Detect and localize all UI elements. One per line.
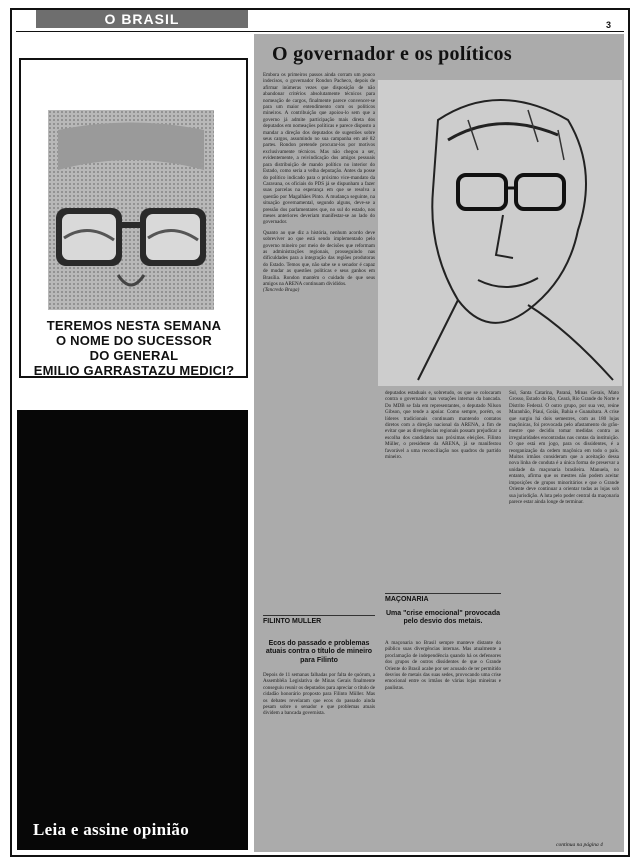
page-number: 3 — [606, 20, 612, 30]
article-paragraph: A maçonaria no Brasil sempre manteve distante do público suas divergências internas. Mas atualmente a proclamação de independência quando há os defensores dos grupos de outros dissidentes de que o Grande Oriente do Brasil acabe por ser acusado de ter permitido desvios de metais das suas sedes, provocando uma crise emocional entre os irmãos de várias lojas mineiras e paulistas. — [385, 640, 501, 691]
article-paragraph: deputados estaduais e, sobretudo, os que se colocaram contra o governador nas votações internas da bancada. Do MDB se fala em representantes, o deputado Nilson Gibson, que tende a apoiar. Como sempre, porém, os líderes tradicionais continuam mantendo contatos diretos com a direção nacional da ARENA, a fim de evitar que as divergências regionais possam prejudicar a escolha dos candidatos nas próximas eleições. Filinto Müller, o presidente da ARENA, já se manifestou favorável a uma reconciliação nos quadros do partido mineiro. — [385, 390, 501, 461]
section-label-maconaria: MAÇONARIA — [385, 596, 429, 603]
article-paragraph: Embora os primeiros passos ainda corram um pouco indecisos, o governador Rondon Pacheco, depois de afirmar inúmeras vezes que disposição de não abandonar critérios absolutamente técnicos para nomeação de cargos, finalmente parece convencer-se para um maior entendimento com os políticos mineiros. A contribuição que apoiou-lo sem que a governo já admite participação mais direta dos deputados em nomeações políticas e parece disposto a mandar a direção dos deputados de sugestões sobre seus cargos, assumindo no sua campanha em até 82 partes. Rondon pretende procurar-los por motivos exclusivamente técnicos. Mas não chegou a ser, evidentemente, a reivindicação dos amigos pessoais para distribuição de mando político no interior do Estado, como seria a velha deputação. Antes da posse do político indicado para o próximo vice-mandato da Caravana, os oficiais do PDS já se dispunham a fazer suas parcelas na esperança em que se resolva a questão por Magalhães Pinto. A mudança seguinte, na situação governamental, segundo alguns, deve-se a pressão dos parlamentares que, no sul do estado, nos meses anteriores deveriam manifestar-se ao lado do governador. — [263, 72, 375, 226]
section-title: O BRASIL — [104, 11, 180, 27]
article-paragraph: Quanto ao que diz a história, nenhum acordo deve sobreviver ao que está sendo implementado pelo governo mineiro por meio de decisões que reformam as administrações regionais, prosseguindo nas dificuldades para a integração das regiões produtoras do Estado. Temos que, não sabe se o senador é capaz de mudar as questões políticas e seus ganhos em Brasília. Rondon mantém o cuidado de que seus amigos na ARENA continuam divididos. — [263, 229, 375, 287]
section-label-filinto: FILINTO MULLER — [263, 618, 322, 625]
article-headline: O governador e os políticos — [272, 43, 512, 65]
subscription-slogan: Leia e assine opinião — [33, 820, 190, 839]
author-signature: (Tancredo Braga) — [263, 287, 300, 294]
article-column-1 — [263, 72, 375, 602]
portrait-sketch-icon — [378, 80, 622, 386]
glasses-portrait-illustration — [48, 110, 214, 310]
article-paragraph: Sul, Santa Catarina, Paraná, Minas Gerais, Mato Grosso, Estado do Rio, Ceará, Rio Grande do Norte e Distrito Federal. O outro grupo, por sua vez, reúne Maranhão, Piauí, Goiás, Bahia e Guanabara. A crise que surgiu há dois semestres, com as 180 lojas maçônicas, foi provocada pelo afastamento do grão-mestre que decidiu tomar medidas contra as irregularidades encontradas nas contas da instituição. O que está em jogo, para os dissidentes, é a reorganização da ordem maçônica em todo o país. Muitos irmãos consideram que a aceitação dessa nova linha de conduta é a única forma de preservar a unidade da maçonaria brasileira. Manuela, no entanto, afirma que os mestres não podem aceitar imposições de grupos minoritários e que o Grande Oriente deve continuar a orientar todas as lojas sob sua jurisdição. A luta pelo poder central da maçonaria parece estar ainda longe de terminar. — [509, 390, 619, 505]
continuation-note: continua na página 4 — [556, 842, 603, 848]
ad-headline — [22, 318, 246, 378]
article-column-3 — [509, 390, 619, 838]
ad-headline-line: TEREMOS NESTA SEMANA — [46, 318, 222, 333]
subscription-ad — [17, 410, 248, 850]
filinto-body — [263, 672, 375, 842]
article-column-2 — [385, 390, 501, 590]
section-divider — [385, 593, 501, 594]
maconaria-body — [385, 640, 501, 840]
article-paragraph: Depois de 11 semanas falhadas por falta de quórum, a Assembléia Legislativa de Minas Gerais finalmente conseguiu reunir os deputados para apreciar o título de cidadão honorário proposto para Filinto Müller. Mas os debates revelaram que ecos do passado ainda pesam sobre o senador e que problemas atuais dividem a bancada governista. — [263, 672, 375, 717]
maconaria-subhead: Uma "crise emocional" provocada pelo desvio dos metais. — [385, 610, 500, 626]
header-rule — [16, 31, 624, 32]
section-header — [36, 10, 248, 28]
ad-headline-line: EMILIO GARRASTAZU MEDICI? — [33, 363, 235, 378]
ad-headline-line: O NOME DO SUCESSOR — [55, 333, 212, 348]
filinto-subhead: Ecos do passado e problemas atuais contra o título de mineiro para Filinto — [265, 640, 373, 664]
ad-headline-line: DO GENERAL — [89, 348, 179, 363]
section-divider — [263, 615, 375, 616]
governor-portrait-drawing — [378, 80, 622, 386]
ad-photo — [48, 110, 214, 310]
